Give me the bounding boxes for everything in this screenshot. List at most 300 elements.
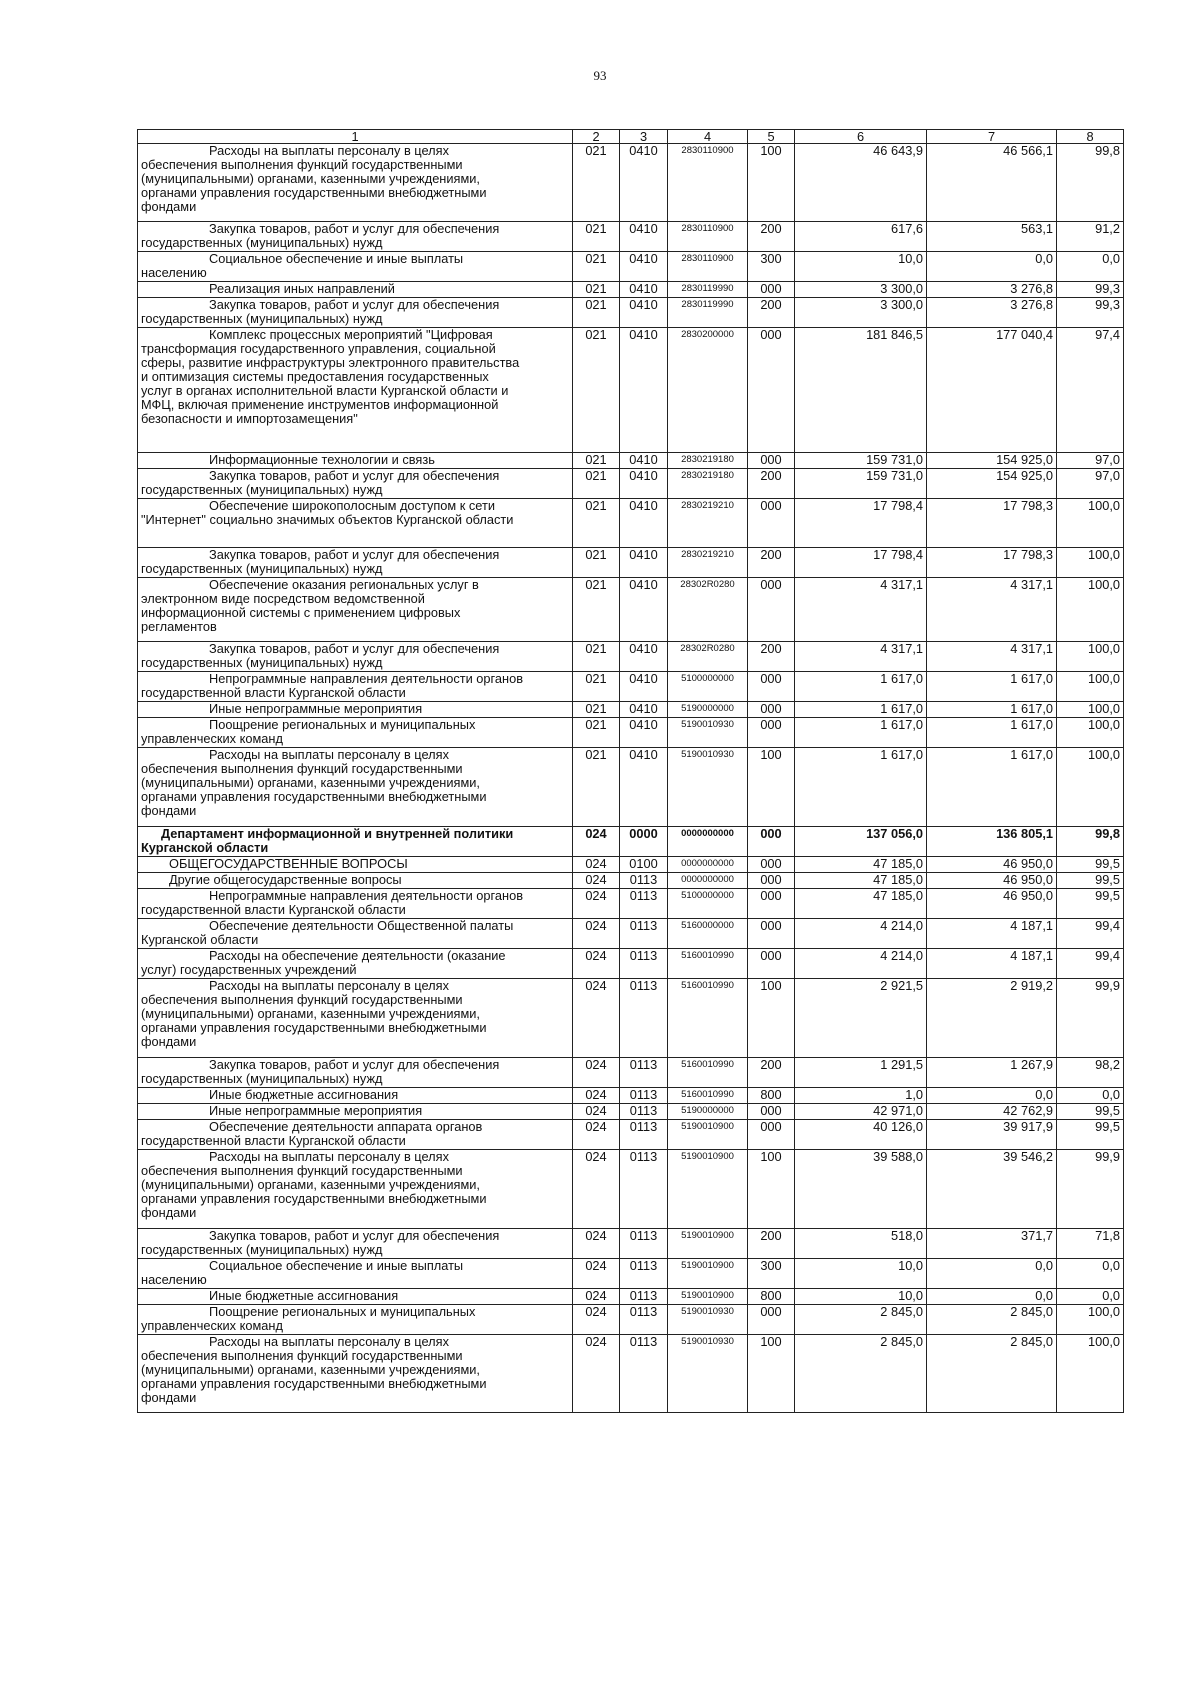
section-code-cell: 0113 <box>620 1104 668 1120</box>
actual-amount-cell: 4 187,1 <box>927 949 1057 979</box>
section-code-cell: 0410 <box>620 453 668 469</box>
plan-amount-cell: 47 185,0 <box>795 889 927 919</box>
target-article-cell: 5190010900 <box>668 1229 748 1259</box>
ministry-code-cell: 024 <box>573 1229 620 1259</box>
target-article-cell: 5190010900 <box>668 1289 748 1305</box>
expense-type-cell: 200 <box>748 298 795 328</box>
table-row <box>138 979 1124 1058</box>
plan-amount-cell: 17 798,4 <box>795 548 927 578</box>
section-code-cell: 0113 <box>620 1058 668 1088</box>
plan-amount-cell: 1 291,5 <box>795 1058 927 1088</box>
row-name-first-line: Иные бюджетные ассигнования <box>209 1087 399 1102</box>
expense-type-cell: 200 <box>748 1229 795 1259</box>
expense-type-cell: 000 <box>748 1305 795 1335</box>
actual-amount-cell: 563,1 <box>927 222 1057 252</box>
ministry-code-cell: 024 <box>573 1150 620 1229</box>
section-code-cell: 0410 <box>620 298 668 328</box>
col-header-7: 7 <box>927 130 1057 144</box>
ministry-code-cell: 024 <box>573 949 620 979</box>
execution-percent-cell: 100,0 <box>1057 1335 1124 1413</box>
plan-amount-cell: 518,0 <box>795 1229 927 1259</box>
col-header-3: 3 <box>620 130 668 144</box>
expense-type-cell: 000 <box>748 919 795 949</box>
col-header-5: 5 <box>748 130 795 144</box>
execution-percent-cell: 100,0 <box>1057 578 1124 642</box>
row-name-continuation-line: управленческих команд <box>141 731 283 746</box>
ministry-code-cell: 024 <box>573 1088 620 1104</box>
row-name-continuation-line: Курганской области <box>141 840 269 855</box>
execution-percent-cell: 100,0 <box>1057 642 1124 672</box>
actual-amount-cell: 46 950,0 <box>927 873 1057 889</box>
target-article-cell: 5190010930 <box>668 1335 748 1413</box>
row-name-cell <box>138 748 573 827</box>
row-name-first-line: Расходы на выплаты персоналу в целях <box>209 1149 449 1164</box>
target-article-cell: 5190000000 <box>668 1104 748 1120</box>
ministry-code-cell: 024 <box>573 1104 620 1120</box>
row-name-first-line: Закупка товаров, работ и услуг для обеспечения <box>209 1228 500 1243</box>
ministry-code-cell: 024 <box>573 1120 620 1150</box>
plan-amount-cell: 1 617,0 <box>795 748 927 827</box>
table-row <box>138 252 1124 282</box>
row-name-continuation-line: (муниципальными) органами, казенными учреждениями, <box>141 1177 480 1192</box>
plan-amount-cell: 47 185,0 <box>795 873 927 889</box>
actual-amount-cell: 371,7 <box>927 1229 1057 1259</box>
row-name-continuation-line: фондами <box>141 803 197 818</box>
execution-percent-cell: 100,0 <box>1057 702 1124 718</box>
execution-percent-cell: 97,4 <box>1057 328 1124 453</box>
ministry-code-cell: 021 <box>573 144 620 222</box>
expense-type-cell: 200 <box>748 1058 795 1088</box>
execution-percent-cell: 99,4 <box>1057 919 1124 949</box>
target-article-cell: 5190010930 <box>668 748 748 827</box>
section-code-cell: 0410 <box>620 578 668 642</box>
row-name-first-line: Обеспечение широкополосным доступом к сети <box>209 498 496 513</box>
table-row <box>138 548 1124 578</box>
actual-amount-cell: 1 617,0 <box>927 748 1057 827</box>
plan-amount-cell: 47 185,0 <box>795 857 927 873</box>
row-name-cell <box>138 1289 573 1305</box>
actual-amount-cell: 0,0 <box>927 252 1057 282</box>
row-name-continuation-line: информационной системы с применением цифровых <box>141 605 461 620</box>
budget-execution-table <box>137 129 1124 1413</box>
row-name-continuation-line: и оптимизация системы предоставления государственных <box>141 369 489 384</box>
table-row <box>138 1335 1124 1413</box>
col-header-4: 4 <box>668 130 748 144</box>
target-article-cell: 2830200000 <box>668 328 748 453</box>
row-name-first-line: ОБЩЕГОСУДАРСТВЕННЫЕ ВОПРОСЫ <box>169 856 408 871</box>
plan-amount-cell: 42 971,0 <box>795 1104 927 1120</box>
row-name-first-line: Иные непрограммные мероприятия <box>209 701 423 716</box>
row-name-cell <box>138 282 573 298</box>
plan-amount-cell: 39 588,0 <box>795 1150 927 1229</box>
ministry-code-cell: 021 <box>573 222 620 252</box>
row-name-first-line: Иные непрограммные мероприятия <box>209 1103 423 1118</box>
ministry-code-cell: 021 <box>573 328 620 453</box>
row-name-first-line: Другие общегосударственные вопросы <box>169 872 402 887</box>
ministry-code-cell: 021 <box>573 282 620 298</box>
expense-type-cell: 100 <box>748 748 795 827</box>
row-name-first-line: Информационные технологии и связь <box>209 452 435 467</box>
ministry-code-cell: 024 <box>573 1335 620 1413</box>
actual-amount-cell: 0,0 <box>927 1088 1057 1104</box>
table-row <box>138 144 1124 222</box>
target-article-cell: 2830110900 <box>668 252 748 282</box>
ministry-code-cell: 024 <box>573 1289 620 1305</box>
row-name-continuation-line: фондами <box>141 1205 197 1220</box>
row-name-continuation-line: (муниципальными) органами, казенными учреждениями, <box>141 775 480 790</box>
expense-type-cell: 000 <box>748 827 795 857</box>
col-header-6: 6 <box>795 130 927 144</box>
expense-type-cell: 000 <box>748 857 795 873</box>
plan-amount-cell: 10,0 <box>795 1289 927 1305</box>
row-name-continuation-line: управленческих команд <box>141 1318 283 1333</box>
row-name-continuation-line: электронном виде посредством ведомственной <box>141 591 425 606</box>
section-code-cell: 0113 <box>620 1229 668 1259</box>
row-name-continuation-line: населению <box>141 265 207 280</box>
table-row <box>138 328 1124 453</box>
row-name-cell <box>138 578 573 642</box>
section-code-cell: 0410 <box>620 702 668 718</box>
row-name-continuation-line: обеспечения выполнения функций государственными <box>141 992 463 1007</box>
row-name-first-line: Реализация иных направлений <box>209 281 395 296</box>
ministry-code-cell: 024 <box>573 979 620 1058</box>
actual-amount-cell: 17 798,3 <box>927 499 1057 548</box>
execution-percent-cell: 0,0 <box>1057 1088 1124 1104</box>
actual-amount-cell: 0,0 <box>927 1289 1057 1305</box>
table-row <box>138 718 1124 748</box>
execution-percent-cell: 97,0 <box>1057 453 1124 469</box>
expense-type-cell: 300 <box>748 252 795 282</box>
expense-type-cell: 000 <box>748 282 795 298</box>
row-name-continuation-line: органами управления государственными внебюджетными <box>141 185 487 200</box>
execution-percent-cell: 97,0 <box>1057 469 1124 499</box>
section-code-cell: 0410 <box>620 252 668 282</box>
section-code-cell: 0113 <box>620 1259 668 1289</box>
row-name-cell <box>138 1259 573 1289</box>
target-article-cell: 2830110900 <box>668 144 748 222</box>
expense-type-cell: 000 <box>748 578 795 642</box>
actual-amount-cell: 136 805,1 <box>927 827 1057 857</box>
ministry-code-cell: 021 <box>573 548 620 578</box>
section-code-cell: 0113 <box>620 1335 668 1413</box>
row-name-first-line: Закупка товаров, работ и услуг для обеспечения <box>209 641 500 656</box>
target-article-cell: 2830219210 <box>668 548 748 578</box>
execution-percent-cell: 0,0 <box>1057 252 1124 282</box>
actual-amount-cell: 2 845,0 <box>927 1335 1057 1413</box>
row-name-continuation-line: фондами <box>141 1390 197 1405</box>
row-name-first-line: Закупка товаров, работ и услуг для обеспечения <box>209 547 500 562</box>
ministry-code-cell: 021 <box>573 298 620 328</box>
row-name-first-line: Социальное обеспечение и иные выплаты <box>209 1258 464 1273</box>
section-code-cell: 0410 <box>620 469 668 499</box>
plan-amount-cell: 4 214,0 <box>795 919 927 949</box>
execution-percent-cell: 100,0 <box>1057 548 1124 578</box>
row-name-first-line: Закупка товаров, работ и услуг для обеспечения <box>209 221 500 236</box>
row-name-continuation-line: регламентов <box>141 619 217 634</box>
plan-amount-cell: 137 056,0 <box>795 827 927 857</box>
row-name-continuation-line: фондами <box>141 1034 197 1049</box>
table-row <box>138 748 1124 827</box>
expense-type-cell: 000 <box>748 1120 795 1150</box>
row-name-continuation-line: государственных (муниципальных) нужд <box>141 482 383 497</box>
target-article-cell: 5100000000 <box>668 889 748 919</box>
ministry-code-cell: 021 <box>573 453 620 469</box>
row-name-first-line: Комплекс процессных мероприятий "Цифровая <box>209 327 493 342</box>
plan-amount-cell: 159 731,0 <box>795 453 927 469</box>
section-code-cell: 0113 <box>620 873 668 889</box>
section-code-cell: 0410 <box>620 548 668 578</box>
row-name-cell <box>138 298 573 328</box>
row-name-first-line: Непрограммные направления деятельности органов <box>209 888 524 903</box>
target-article-cell: 28302R0280 <box>668 578 748 642</box>
actual-amount-cell: 46 950,0 <box>927 889 1057 919</box>
table-row <box>138 469 1124 499</box>
row-name-continuation-line: государственной власти Курганской области <box>141 902 406 917</box>
table-row <box>138 1088 1124 1104</box>
row-name-continuation-line: сферы, развитие инфраструктуры электронного правительства <box>141 355 520 370</box>
actual-amount-cell: 4 187,1 <box>927 919 1057 949</box>
row-name-cell <box>138 144 573 222</box>
actual-amount-cell: 4 317,1 <box>927 642 1057 672</box>
plan-amount-cell: 181 846,5 <box>795 328 927 453</box>
row-name-cell <box>138 328 573 453</box>
page-number: 93 <box>593 68 607 83</box>
table-row <box>138 1058 1124 1088</box>
plan-amount-cell: 40 126,0 <box>795 1120 927 1150</box>
row-name-cell <box>138 222 573 252</box>
row-name-continuation-line: государственных (муниципальных) нужд <box>141 235 383 250</box>
row-name-continuation-line: МФЦ, включая применение инструментов информационной <box>141 397 499 412</box>
ministry-code-cell: 021 <box>573 702 620 718</box>
expense-type-cell: 100 <box>748 979 795 1058</box>
row-name-continuation-line: "Интернет" социально значимых объектов Курганской области <box>141 512 514 527</box>
ministry-code-cell: 021 <box>573 718 620 748</box>
plan-amount-cell: 617,6 <box>795 222 927 252</box>
expense-type-cell: 000 <box>748 672 795 702</box>
row-name-continuation-line: обеспечения выполнения функций государственными <box>141 1348 463 1363</box>
table-row <box>138 578 1124 642</box>
row-name-continuation-line: органами управления государственными внебюджетными <box>141 1376 487 1391</box>
section-code-cell: 0113 <box>620 1120 668 1150</box>
row-name-continuation-line: государственных (муниципальных) нужд <box>141 561 383 576</box>
row-name-first-line: Поощрение региональных и муниципальных <box>209 717 476 732</box>
plan-amount-cell: 1 617,0 <box>795 672 927 702</box>
row-name-cell <box>138 1150 573 1229</box>
execution-percent-cell: 100,0 <box>1057 1305 1124 1335</box>
target-article-cell: 28302R0280 <box>668 642 748 672</box>
table-row <box>138 857 1124 873</box>
actual-amount-cell: 177 040,4 <box>927 328 1057 453</box>
row-name-cell <box>138 252 573 282</box>
ministry-code-cell: 021 <box>573 469 620 499</box>
execution-percent-cell: 0,0 <box>1057 1259 1124 1289</box>
row-name-cell <box>138 702 573 718</box>
ministry-code-cell: 024 <box>573 873 620 889</box>
plan-amount-cell: 2 845,0 <box>795 1335 927 1413</box>
row-name-first-line: Расходы на выплаты персоналу в целях <box>209 747 449 762</box>
table-row <box>138 282 1124 298</box>
execution-percent-cell: 99,3 <box>1057 298 1124 328</box>
plan-amount-cell: 1,0 <box>795 1088 927 1104</box>
expense-type-cell: 000 <box>748 702 795 718</box>
expense-type-cell: 000 <box>748 328 795 453</box>
target-article-cell: 5160010990 <box>668 1088 748 1104</box>
target-article-cell: 0000000000 <box>668 873 748 889</box>
expense-type-cell: 000 <box>748 718 795 748</box>
row-name-continuation-line: фондами <box>141 199 197 214</box>
plan-amount-cell: 159 731,0 <box>795 469 927 499</box>
execution-percent-cell: 71,8 <box>1057 1229 1124 1259</box>
expense-type-cell: 800 <box>748 1289 795 1305</box>
row-name-cell <box>138 1104 573 1120</box>
row-name-cell <box>138 857 573 873</box>
row-name-continuation-line: услуг) государственных учреждений <box>141 962 357 977</box>
ministry-code-cell: 024 <box>573 1305 620 1335</box>
ministry-code-cell: 024 <box>573 857 620 873</box>
execution-percent-cell: 99,5 <box>1057 889 1124 919</box>
expense-type-cell: 000 <box>748 453 795 469</box>
row-name-continuation-line: (муниципальными) органами, казенными учреждениями, <box>141 1006 480 1021</box>
target-article-cell: 5190010930 <box>668 1305 748 1335</box>
actual-amount-cell: 3 276,8 <box>927 298 1057 328</box>
target-article-cell: 5190010930 <box>668 718 748 748</box>
row-name-first-line: Департамент информационной и внутренней политики <box>161 826 514 841</box>
actual-amount-cell: 39 546,2 <box>927 1150 1057 1229</box>
row-name-continuation-line: (муниципальными) органами, казенными учреждениями, <box>141 171 480 186</box>
section-code-cell: 0410 <box>620 328 668 453</box>
ministry-code-cell: 024 <box>573 827 620 857</box>
section-code-cell: 0410 <box>620 222 668 252</box>
actual-amount-cell: 154 925,0 <box>927 453 1057 469</box>
row-name-first-line: Обеспечение оказания региональных услуг в <box>209 577 479 592</box>
target-article-cell: 2830219180 <box>668 453 748 469</box>
expense-type-cell: 100 <box>748 144 795 222</box>
execution-percent-cell: 99,3 <box>1057 282 1124 298</box>
target-article-cell: 2830119990 <box>668 282 748 298</box>
row-name-first-line: Закупка товаров, работ и услуг для обеспечения <box>209 297 500 312</box>
actual-amount-cell: 2 845,0 <box>927 1305 1057 1335</box>
ministry-code-cell: 021 <box>573 578 620 642</box>
section-code-cell: 0113 <box>620 949 668 979</box>
expense-type-cell: 000 <box>748 873 795 889</box>
target-article-cell: 2830219210 <box>668 499 748 548</box>
table-row <box>138 298 1124 328</box>
table-row <box>138 222 1124 252</box>
row-name-first-line: Расходы на выплаты персоналу в целях <box>209 978 449 993</box>
target-article-cell: 5190010900 <box>668 1150 748 1229</box>
row-name-cell <box>138 1335 573 1413</box>
actual-amount-cell: 46 950,0 <box>927 857 1057 873</box>
expense-type-cell: 000 <box>748 1104 795 1120</box>
row-name-continuation-line: государственных (муниципальных) нужд <box>141 311 383 326</box>
actual-amount-cell: 17 798,3 <box>927 548 1057 578</box>
execution-percent-cell: 98,2 <box>1057 1058 1124 1088</box>
row-name-continuation-line: государственных (муниципальных) нужд <box>141 1071 383 1086</box>
plan-amount-cell: 17 798,4 <box>795 499 927 548</box>
target-article-cell: 5160000000 <box>668 919 748 949</box>
execution-percent-cell: 99,8 <box>1057 827 1124 857</box>
plan-amount-cell: 10,0 <box>795 252 927 282</box>
expense-type-cell: 200 <box>748 469 795 499</box>
table-row <box>138 1259 1124 1289</box>
expense-type-cell: 200 <box>748 548 795 578</box>
actual-amount-cell: 2 919,2 <box>927 979 1057 1058</box>
target-article-cell: 0000000000 <box>668 857 748 873</box>
table-row <box>138 1229 1124 1259</box>
row-name-cell <box>138 1305 573 1335</box>
row-name-first-line: Закупка товаров, работ и услуг для обеспечения <box>209 1057 500 1072</box>
execution-percent-cell: 99,5 <box>1057 857 1124 873</box>
plan-amount-cell: 4 317,1 <box>795 642 927 672</box>
actual-amount-cell: 0,0 <box>927 1259 1057 1289</box>
table-row <box>138 1289 1124 1305</box>
row-name-cell <box>138 889 573 919</box>
row-name-continuation-line: государственной власти Курганской области <box>141 685 406 700</box>
table-row <box>138 889 1124 919</box>
actual-amount-cell: 1 617,0 <box>927 702 1057 718</box>
ministry-code-cell: 021 <box>573 672 620 702</box>
execution-percent-cell: 100,0 <box>1057 672 1124 702</box>
section-code-cell: 0113 <box>620 1305 668 1335</box>
row-name-cell <box>138 499 573 548</box>
section-code-cell: 0100 <box>620 857 668 873</box>
row-name-continuation-line: обеспечения выполнения функций государственными <box>141 761 463 776</box>
target-article-cell: 5160010990 <box>668 1058 748 1088</box>
column-number-row <box>138 130 1124 144</box>
col-header-8: 8 <box>1057 130 1124 144</box>
row-name-first-line: Обеспечение деятельности аппарата органов <box>209 1119 483 1134</box>
row-name-continuation-line: государственной власти Курганской области <box>141 1133 406 1148</box>
row-name-first-line: Расходы на выплаты персоналу в целях <box>209 143 449 158</box>
ministry-code-cell: 024 <box>573 919 620 949</box>
execution-percent-cell: 99,5 <box>1057 1104 1124 1120</box>
ministry-code-cell: 024 <box>573 1058 620 1088</box>
row-name-first-line: Иные бюджетные ассигнования <box>209 1288 399 1303</box>
section-code-cell: 0113 <box>620 1150 668 1229</box>
section-code-cell: 0113 <box>620 889 668 919</box>
row-name-continuation-line: органами управления государственными внебюджетными <box>141 789 487 804</box>
section-code-cell: 0113 <box>620 1088 668 1104</box>
plan-amount-cell: 4 317,1 <box>795 578 927 642</box>
target-article-cell: 5160010990 <box>668 949 748 979</box>
row-name-continuation-line: безопасности и импортозамещения" <box>141 411 358 426</box>
execution-percent-cell: 99,8 <box>1057 144 1124 222</box>
table-row <box>138 1150 1124 1229</box>
row-name-continuation-line: Курганской области <box>141 932 259 947</box>
section-code-cell: 0410 <box>620 144 668 222</box>
expense-type-cell: 100 <box>748 1150 795 1229</box>
expense-type-cell: 000 <box>748 499 795 548</box>
expense-type-cell: 100 <box>748 1335 795 1413</box>
execution-percent-cell: 99,9 <box>1057 1150 1124 1229</box>
table-row <box>138 919 1124 949</box>
col-header-2: 2 <box>573 130 620 144</box>
table-row <box>138 827 1124 857</box>
plan-amount-cell: 2 921,5 <box>795 979 927 1058</box>
section-code-cell: 0113 <box>620 979 668 1058</box>
row-name-continuation-line: трансформация государственного управления, социальной <box>141 341 496 356</box>
target-article-cell: 2830219180 <box>668 469 748 499</box>
section-code-cell: 0113 <box>620 1289 668 1305</box>
plan-amount-cell: 1 617,0 <box>795 702 927 718</box>
row-name-first-line: Непрограммные направления деятельности органов <box>209 671 524 686</box>
target-article-cell: 2830119990 <box>668 298 748 328</box>
execution-percent-cell: 99,5 <box>1057 1120 1124 1150</box>
target-article-cell: 0000000000 <box>668 827 748 857</box>
row-name-cell <box>138 1120 573 1150</box>
row-name-cell <box>138 827 573 857</box>
execution-percent-cell: 99,5 <box>1057 873 1124 889</box>
